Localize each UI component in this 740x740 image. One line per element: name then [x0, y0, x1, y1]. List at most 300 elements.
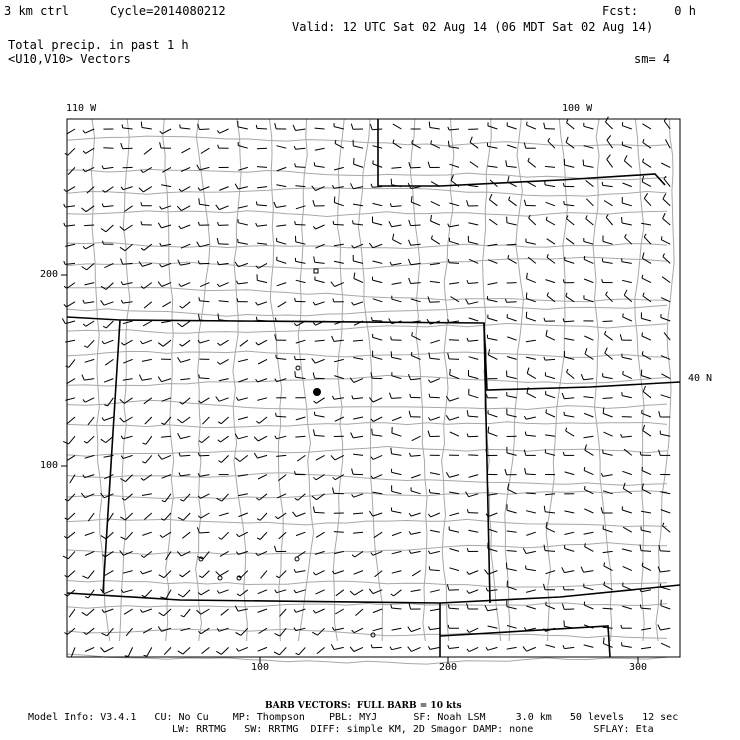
wind-barb	[507, 244, 517, 245]
wind-barb	[564, 338, 574, 340]
wind-barb	[199, 378, 209, 379]
wind-barb-feather	[546, 330, 547, 336]
wind-barb-feather	[197, 165, 200, 170]
wind-barb-feather	[607, 155, 611, 160]
wind-barb	[566, 431, 575, 436]
wind-barb	[257, 205, 267, 206]
wind-barb-feather	[620, 334, 622, 340]
wind-barb-feather	[158, 282, 162, 287]
wind-barb	[142, 359, 152, 361]
wind-barb	[564, 571, 574, 573]
wind-barb-feather	[409, 240, 411, 246]
wind-barb	[584, 166, 594, 168]
wind-barb	[642, 182, 651, 187]
wind-barb	[449, 129, 459, 130]
wind-barb	[663, 219, 671, 226]
wind-barb	[260, 532, 267, 539]
wind-barb-feather	[140, 375, 142, 381]
wind-barb	[641, 590, 651, 592]
wind-barb-feather	[254, 453, 257, 458]
wind-barb	[430, 590, 440, 592]
wind-barb-feather	[294, 590, 296, 593]
wind-barb	[145, 590, 152, 597]
wind-barb	[108, 398, 114, 406]
wind-barb	[296, 340, 306, 343]
wind-barb	[258, 647, 267, 651]
wind-barb	[373, 475, 382, 479]
wind-barb-feather	[313, 610, 315, 613]
wind-barb	[259, 417, 267, 423]
wind-barb	[142, 532, 152, 535]
wind-barb	[315, 415, 325, 417]
wind-barb	[430, 628, 440, 629]
wind-barb-feather	[640, 605, 641, 609]
wind-barb	[411, 244, 421, 245]
wind-barb	[68, 551, 75, 558]
wind-barb	[199, 129, 209, 130]
wind-barb-feather	[217, 284, 219, 287]
wind-barb-feather	[393, 234, 394, 240]
wind-barb	[622, 262, 632, 264]
wind-barb	[219, 590, 228, 594]
wind-barb-feather	[235, 262, 238, 267]
county-line	[656, 119, 674, 641]
wind-barb-feather	[372, 429, 373, 435]
wind-barb	[393, 124, 402, 129]
county-line	[67, 375, 667, 386]
wind-barb	[664, 179, 670, 187]
wind-barb	[469, 475, 479, 478]
wind-barb-feather	[333, 221, 334, 224]
forecast-hour: Fcst: 0 h	[602, 4, 696, 18]
wind-barb	[507, 145, 516, 148]
wind-barb	[584, 413, 593, 417]
wind-barb	[353, 340, 363, 341]
wind-barb-feather	[525, 468, 526, 474]
wind-barb-feather	[333, 488, 334, 494]
wind-barb	[392, 571, 402, 574]
wind-barb	[564, 398, 574, 399]
wind-barb-feather	[663, 523, 664, 526]
wind-barb-feather	[564, 620, 565, 626]
wind-barb-feather	[257, 519, 260, 521]
wind-barb-feather	[602, 279, 603, 282]
wind-barb	[526, 417, 536, 419]
wind-barb-feather	[391, 605, 392, 609]
wind-barb-feather	[428, 551, 430, 554]
wind-barb-feather	[563, 279, 564, 282]
wind-barb	[142, 609, 151, 612]
wind-barb-feather	[275, 590, 277, 593]
wind-barb	[105, 647, 114, 652]
wind-barb-feather	[197, 242, 200, 247]
wind-barb	[220, 571, 229, 576]
wind-barb	[124, 340, 133, 345]
wind-barb	[182, 417, 190, 423]
wind-barb-feather	[82, 267, 87, 270]
wind-barb-feather	[218, 314, 219, 320]
wind-barb-feather	[544, 545, 545, 551]
wind-barb	[584, 605, 593, 609]
wind-barb	[221, 609, 229, 615]
wind-barb	[642, 258, 651, 263]
wind-barb	[334, 359, 344, 361]
wind-barb	[123, 455, 133, 458]
wind-barb	[200, 475, 210, 477]
wind-barb-feather	[313, 200, 315, 206]
wind-barb-feather	[333, 477, 336, 479]
wind-barb-feather	[198, 222, 199, 225]
wind-barb-feather	[409, 278, 411, 284]
wind-barb	[450, 432, 459, 436]
county-line	[67, 288, 667, 302]
state-line-south	[67, 585, 680, 603]
wind-barb-feather	[369, 243, 373, 248]
wind-barb-feather	[527, 368, 529, 374]
wind-barb	[622, 223, 632, 225]
wind-barb-feather	[162, 501, 165, 502]
wind-barb-feather	[177, 419, 182, 423]
wind-barb-feather	[643, 425, 645, 431]
wind-barb-feather	[160, 243, 162, 246]
wind-barb	[220, 129, 229, 133]
wind-barb	[488, 166, 498, 167]
wind-barb-feather	[661, 600, 662, 606]
wind-barb-feather	[544, 357, 545, 360]
wind-barb	[164, 571, 171, 578]
county-line	[67, 447, 667, 457]
wind-barb	[622, 471, 631, 474]
wind-barb-feather	[467, 200, 469, 206]
county-line	[67, 581, 667, 588]
wind-barb-feather	[64, 204, 65, 207]
wind-barb-feather	[428, 646, 430, 649]
wind-barb-feather	[643, 386, 645, 392]
wind-barb-feather	[408, 647, 412, 652]
wind-barb	[277, 283, 287, 286]
wind-barb	[128, 647, 132, 656]
wind-barb-feather	[159, 613, 164, 616]
wind-barb-feather	[581, 567, 583, 573]
wind-barb	[469, 302, 479, 304]
wind-barb	[623, 527, 632, 532]
wind-barb	[354, 628, 363, 633]
wind-barb	[277, 167, 286, 171]
wind-barb	[660, 551, 670, 552]
wind-barb	[643, 431, 651, 437]
wind-barb-feather	[391, 594, 394, 596]
wind-barb-feather	[488, 349, 489, 355]
wind-barb-feather	[642, 467, 643, 471]
wind-barb	[142, 494, 152, 496]
state-boundaries	[67, 119, 680, 657]
wind-barb	[469, 647, 478, 651]
wind-barb-feather	[121, 300, 122, 303]
wind-barb-feather	[390, 393, 392, 399]
county-line	[67, 257, 667, 269]
wind-barb	[280, 609, 287, 616]
wind-barb	[469, 357, 479, 360]
wind-barb	[488, 626, 498, 628]
wind-barb-feather	[64, 189, 67, 191]
wind-barb	[86, 321, 95, 326]
wind-barb	[353, 532, 363, 533]
wind-barb	[547, 257, 555, 263]
wind-barb	[527, 393, 536, 398]
wind-barb	[105, 359, 113, 365]
wind-barb	[526, 318, 536, 321]
wind-barb-feather	[83, 324, 86, 326]
wind-barb	[200, 204, 210, 206]
wind-barb-feather	[101, 439, 106, 442]
wind-barb-feather	[62, 318, 65, 323]
wind-barb	[660, 571, 670, 572]
wind-barb-feather	[254, 437, 258, 441]
wind-barb	[85, 532, 94, 535]
wind-barb	[145, 417, 152, 424]
wind-barb-feather	[180, 306, 183, 308]
wind-barb	[564, 321, 574, 322]
wind-barb-feather	[216, 205, 220, 210]
wind-barb	[180, 475, 190, 476]
wind-barb	[335, 417, 344, 421]
wind-barb	[470, 162, 478, 168]
wind-barb	[355, 590, 364, 595]
wind-barb-feather	[178, 517, 183, 520]
wind-barb	[354, 647, 363, 651]
wind-barb	[295, 167, 305, 168]
wind-barb	[373, 417, 382, 422]
wind-barb-feather	[448, 625, 449, 628]
field-title-precip: Total precip. in past 1 h	[8, 38, 189, 52]
wind-barb	[277, 260, 287, 263]
wind-barb	[296, 417, 306, 420]
wind-barb-feather	[524, 627, 526, 630]
wind-barb-feather	[158, 377, 161, 382]
wind-barb	[221, 647, 228, 654]
wind-barb-feather	[256, 342, 258, 345]
wind-barb-feather	[314, 401, 317, 403]
wind-barb-feather	[488, 427, 489, 433]
wind-barb-feather	[544, 506, 545, 512]
wind-barb-feather	[642, 176, 643, 182]
wind-barb-feather	[217, 362, 220, 365]
wind-barb	[68, 513, 75, 520]
wind-barb	[623, 566, 632, 570]
wind-barb-feather	[351, 433, 354, 438]
wind-barb	[143, 187, 152, 192]
wind-barb	[526, 340, 536, 342]
wind-barb	[143, 340, 152, 344]
wind-barb	[546, 280, 556, 283]
wind-barb-feather	[256, 302, 258, 305]
wind-barb-feather	[217, 131, 219, 134]
wind-barb	[146, 436, 152, 444]
wind-barb	[84, 302, 94, 303]
wind-barb	[545, 435, 555, 436]
wind-barb-feather	[199, 375, 200, 378]
wind-barb-feather	[275, 546, 277, 552]
wind-barb-feather	[428, 514, 430, 517]
wind-barb-feather	[467, 338, 468, 341]
county-line	[67, 136, 667, 146]
county-boundaries	[67, 119, 674, 664]
wind-barb	[528, 161, 536, 167]
wind-barb	[353, 417, 363, 419]
wind-barb-feather	[180, 575, 183, 577]
wind-barb-feather	[276, 413, 277, 417]
y-tick-label: 100	[40, 460, 59, 471]
wind-barb	[67, 129, 76, 134]
wind-barb-feather	[663, 213, 666, 218]
wind-barb	[624, 161, 632, 168]
wind-barb	[392, 263, 402, 265]
wind-barb	[85, 551, 94, 555]
wind-barb-feather	[274, 202, 277, 208]
wind-barb-feather	[218, 440, 221, 442]
wind-barb-feather	[466, 299, 469, 304]
wind-barb-feather	[216, 397, 220, 402]
wind-barb-feather	[142, 462, 145, 464]
wind-barb-feather	[371, 184, 372, 187]
wind-barb	[468, 455, 478, 456]
wind-barb	[163, 340, 171, 346]
wind-barb	[181, 359, 191, 362]
wind-barb-feather	[642, 563, 643, 566]
wind-barb-feather	[644, 234, 646, 237]
wind-barb	[257, 167, 267, 168]
wind-barb	[68, 494, 75, 501]
wind-barb-feather	[428, 380, 430, 383]
wind-barb	[449, 475, 459, 478]
wind-barb	[219, 379, 229, 381]
wind-barb-feather	[198, 453, 199, 456]
wind-barb	[85, 244, 94, 249]
wind-barb	[201, 628, 209, 634]
wind-barb	[606, 295, 613, 302]
wind-barb	[373, 551, 382, 555]
wind-barb	[622, 510, 632, 513]
wind-barb	[84, 225, 94, 226]
wind-barb	[278, 302, 287, 307]
wind-barb	[280, 647, 287, 654]
wind-barb-feather	[351, 183, 354, 188]
wind-barb-feather	[409, 531, 411, 534]
wind-barb-feather	[293, 512, 297, 517]
wind-barb	[162, 475, 171, 479]
wind-barb	[529, 218, 536, 225]
wind-barb	[488, 647, 498, 650]
wind-barb	[392, 647, 402, 649]
wind-barb-feather	[547, 254, 548, 257]
wind-barb	[374, 532, 382, 538]
wind-barb-feather	[601, 507, 603, 513]
wind-barb	[507, 223, 517, 225]
wind-barb-feather	[428, 297, 430, 303]
wind-barb-feather	[506, 299, 507, 302]
wind-barb	[507, 510, 517, 513]
wind-barb	[430, 551, 440, 553]
wind-barb-feather	[161, 423, 164, 425]
model-info-line2: LW: RRTMG SW: RRTMG DIFF: simple KM, 2D Smagor DAMP: none SFLAY: Eta	[172, 724, 654, 735]
wind-barb	[142, 379, 152, 381]
wind-barb	[605, 353, 613, 359]
wind-barb	[468, 436, 478, 437]
county-line	[67, 543, 667, 555]
wind-barb	[584, 645, 594, 648]
wind-barb	[372, 321, 382, 322]
wind-barb	[468, 530, 478, 532]
wind-barb	[238, 398, 248, 401]
wind-barb	[507, 318, 516, 321]
wind-barb	[165, 494, 171, 502]
wind-barb	[181, 225, 190, 229]
wind-barb	[526, 569, 536, 571]
wind-barb-feather	[584, 486, 585, 489]
wind-barb-feather	[313, 302, 315, 305]
wind-barb	[469, 590, 478, 594]
wind-barb	[334, 203, 343, 206]
wind-barb	[104, 206, 114, 207]
wind-barb	[257, 455, 267, 458]
wind-barb	[315, 359, 324, 363]
wind-barb	[393, 240, 402, 245]
wind-barb	[277, 146, 287, 149]
wind-barb	[411, 551, 421, 553]
wind-barb-feather	[448, 259, 449, 263]
wind-barb	[181, 167, 190, 171]
wind-barb	[334, 532, 344, 533]
county-line	[67, 519, 667, 527]
wind-barb	[468, 340, 478, 341]
wind-barb	[641, 223, 651, 225]
wind-barb-feather	[199, 198, 200, 204]
wind-barb	[527, 125, 536, 129]
wind-barb	[430, 530, 440, 532]
wind-barb-feather	[523, 548, 526, 553]
wind-barb-feather	[371, 457, 373, 460]
wind-barb	[507, 302, 517, 303]
wind-barb	[354, 379, 363, 383]
wind-barb	[489, 219, 497, 225]
wind-barb-feather	[431, 215, 432, 221]
wind-barb-feather	[125, 656, 129, 657]
wind-barb-feather	[295, 163, 296, 166]
wind-barb-feather	[102, 166, 103, 169]
wind-barb-feather	[623, 313, 624, 317]
wind-barb	[104, 417, 113, 421]
wind-barb	[142, 571, 151, 574]
wind-barb-feather	[294, 610, 296, 613]
wind-barb	[67, 455, 75, 460]
wind-barb	[488, 338, 498, 340]
wind-barb	[69, 359, 75, 367]
wind-barb-feather	[312, 632, 317, 635]
wind-barb-feather	[179, 473, 180, 476]
wind-barb	[295, 225, 305, 226]
wind-barb-feather	[467, 548, 468, 551]
wind-barb-feather	[219, 538, 222, 540]
wind-barb-feather	[314, 477, 317, 480]
wind-barb	[222, 455, 229, 462]
wind-barb	[353, 261, 363, 263]
wind-barb	[181, 206, 190, 211]
wind-barb	[144, 148, 152, 154]
wind-barb-feather	[236, 397, 238, 400]
wind-barb	[469, 494, 479, 497]
wind-barb	[394, 590, 402, 596]
wind-barb	[661, 395, 671, 398]
